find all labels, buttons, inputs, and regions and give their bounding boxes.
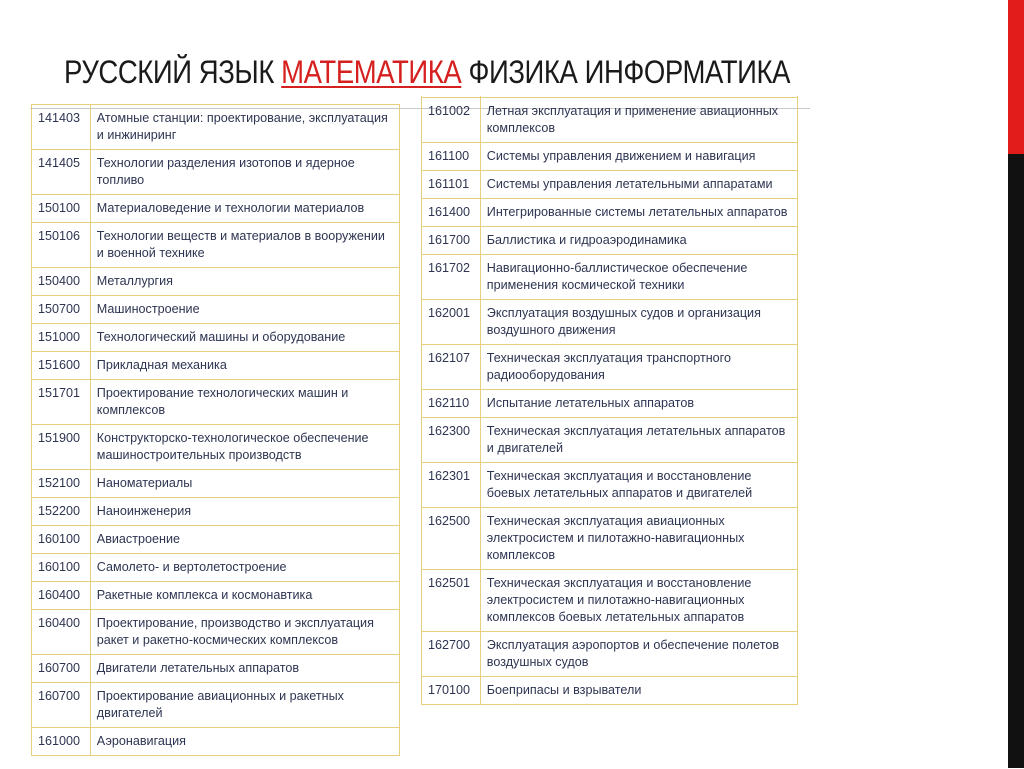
specialty-code: 160400 — [32, 610, 91, 655]
specialty-code: 160100 — [32, 554, 91, 582]
specialty-code: 170100 — [422, 677, 481, 705]
specialty-name: Технологии веществ и материалов в вооружении и военной технике — [90, 223, 399, 268]
specialty-code: 151701 — [32, 380, 91, 425]
specialty-code: 160100 — [32, 526, 91, 554]
table-row — [422, 227, 798, 255]
table-row — [32, 425, 400, 470]
specialty-code: 151900 — [32, 425, 91, 470]
table-row — [32, 683, 400, 728]
side-accent-bar-red — [1008, 0, 1024, 154]
specialty-code: 150100 — [32, 195, 91, 223]
specialty-name: Проектирование технологических машин и комплексов — [90, 380, 399, 425]
table-row — [32, 324, 400, 352]
table-row — [422, 570, 798, 632]
table-row — [32, 728, 400, 756]
specialty-name: Проектирование, производство и эксплуатация ракет и ракетно-космических комплексов — [90, 610, 399, 655]
specialty-code: 162301 — [422, 463, 481, 508]
specialty-name: Баллистика и гидроаэродинамика — [480, 227, 797, 255]
specialty-name: Атомные станции: проектирование, эксплуатация и инжиниринг — [90, 105, 399, 150]
specialty-code: 150700 — [32, 296, 91, 324]
specialty-code: 161700 — [422, 227, 481, 255]
table-row — [32, 296, 400, 324]
specialty-name: Технологии разделения изотопов и ядерное топливо — [90, 150, 399, 195]
specialty-name: Наноинженерия — [90, 498, 399, 526]
specialty-code: 161101 — [422, 171, 481, 199]
specialty-name: Эксплуатация воздушных судов и организация воздушного движения — [480, 300, 797, 345]
table-row — [32, 223, 400, 268]
table-row — [32, 268, 400, 296]
side-accent-bar-dark — [1008, 154, 1024, 768]
specialty-name: Техническая эксплуатация и восстановление боевых летательных аппаратов и двигателей — [480, 463, 797, 508]
table-row — [422, 345, 798, 390]
title-subject-russian: РУССКИЙ ЯЗЫК — [64, 54, 274, 90]
table-row — [32, 655, 400, 683]
specialty-name: Эксплуатация аэропортов и обеспечение полетов воздушных судов — [480, 632, 797, 677]
specialty-code: 162107 — [422, 345, 481, 390]
specialty-name: Проектирование авиационных и ракетных двигателей — [90, 683, 399, 728]
specialty-name: Интегрированные системы летательных аппаратов — [480, 199, 797, 227]
specialty-name: Системы управления летательными аппаратами — [480, 171, 797, 199]
specialty-name: Техническая эксплуатация летательных аппаратов и двигателей — [480, 418, 797, 463]
specialty-code: 141405 — [32, 150, 91, 195]
specialty-code: 162501 — [422, 570, 481, 632]
specialty-name: Материаловедение и технологии материалов — [90, 195, 399, 223]
specialties-table-right — [421, 96, 798, 705]
right-table-viewport — [415, 96, 815, 769]
table-row — [422, 390, 798, 418]
specialty-code: 151600 — [32, 352, 91, 380]
specialty-name: Навигационно-баллистическое обеспечение применения космической техники — [480, 255, 797, 300]
table-row — [32, 582, 400, 610]
specialties-table-left — [31, 104, 400, 756]
specialty-name: Техническая эксплуатация и восстановление электросистем и пилотажно-навигационных комплексов боевых летательных аппаратов — [480, 570, 797, 632]
specialty-code: 152200 — [32, 498, 91, 526]
specialty-code: 160400 — [32, 582, 91, 610]
table-row — [422, 143, 798, 171]
specialty-name: Наноматериалы — [90, 470, 399, 498]
slide-title — [64, 54, 790, 91]
table-row — [32, 470, 400, 498]
table-row — [422, 508, 798, 570]
table-row — [422, 199, 798, 227]
table-row — [422, 171, 798, 199]
table-row — [422, 418, 798, 463]
specialty-code: 161100 — [422, 143, 481, 171]
specialty-name: Самолето- и вертолетостроение — [90, 554, 399, 582]
specialty-name: Системы управления движением и навигация — [480, 143, 797, 171]
table-row — [422, 255, 798, 300]
table-row — [422, 300, 798, 345]
specialty-name: Металлургия — [90, 268, 399, 296]
specialty-code: 161000 — [32, 728, 91, 756]
table-row — [422, 98, 798, 143]
specialty-name: Боеприпасы и взрыватели — [480, 677, 797, 705]
table-row — [32, 380, 400, 425]
specialty-code: 161002 — [422, 98, 481, 143]
specialty-name: Авиастроение — [90, 526, 399, 554]
specialty-name: Технологический машины и оборудование — [90, 324, 399, 352]
specialty-name: Летная эксплуатация и применение авиационных комплексов — [480, 98, 797, 143]
table-row — [32, 352, 400, 380]
table-row — [32, 105, 400, 150]
specialty-name: Машиностроение — [90, 296, 399, 324]
specialty-code: 162001 — [422, 300, 481, 345]
specialty-name: Ракетные комплекса и космонавтика — [90, 582, 399, 610]
specialty-code: 161702 — [422, 255, 481, 300]
specialty-code: 150400 — [32, 268, 91, 296]
specialty-code: 141403 — [32, 105, 91, 150]
specialty-name: Двигатели летательных аппаратов — [90, 655, 399, 683]
specialty-name: Техническая эксплуатация транспортного радиооборудования — [480, 345, 797, 390]
specialty-code: 151000 — [32, 324, 91, 352]
specialty-code: 160700 — [32, 683, 91, 728]
specialty-code: 162110 — [422, 390, 481, 418]
table-row — [422, 677, 798, 705]
left-table-viewport — [25, 104, 410, 768]
table-row — [32, 554, 400, 582]
title-subject-physics-informatics: ФИЗИКА ИНФОРМАТИКА — [468, 54, 791, 90]
title-subject-math[interactable]: МАТЕМАТИКА — [281, 54, 462, 90]
table-row — [32, 195, 400, 223]
specialty-name: Испытание летательных аппаратов — [480, 390, 797, 418]
table-row — [32, 498, 400, 526]
specialty-code: 152100 — [32, 470, 91, 498]
table-row — [32, 526, 400, 554]
specialty-name: Прикладная механика — [90, 352, 399, 380]
table-row — [32, 150, 400, 195]
specialty-code: 162700 — [422, 632, 481, 677]
specialty-code: 162500 — [422, 508, 481, 570]
specialty-code: 162300 — [422, 418, 481, 463]
specialty-name: Техническая эксплуатация авиационных электросистем и пилотажно-навигационных комплексов — [480, 508, 797, 570]
specialty-name: Аэронавигация — [90, 728, 399, 756]
specialty-name: Конструкторско-технологическое обеспечение машиностроительных производств — [90, 425, 399, 470]
specialty-code: 150106 — [32, 223, 91, 268]
specialty-code: 160700 — [32, 655, 91, 683]
table-row — [422, 463, 798, 508]
specialty-code: 161400 — [422, 199, 481, 227]
table-row — [422, 632, 798, 677]
table-row — [32, 610, 400, 655]
